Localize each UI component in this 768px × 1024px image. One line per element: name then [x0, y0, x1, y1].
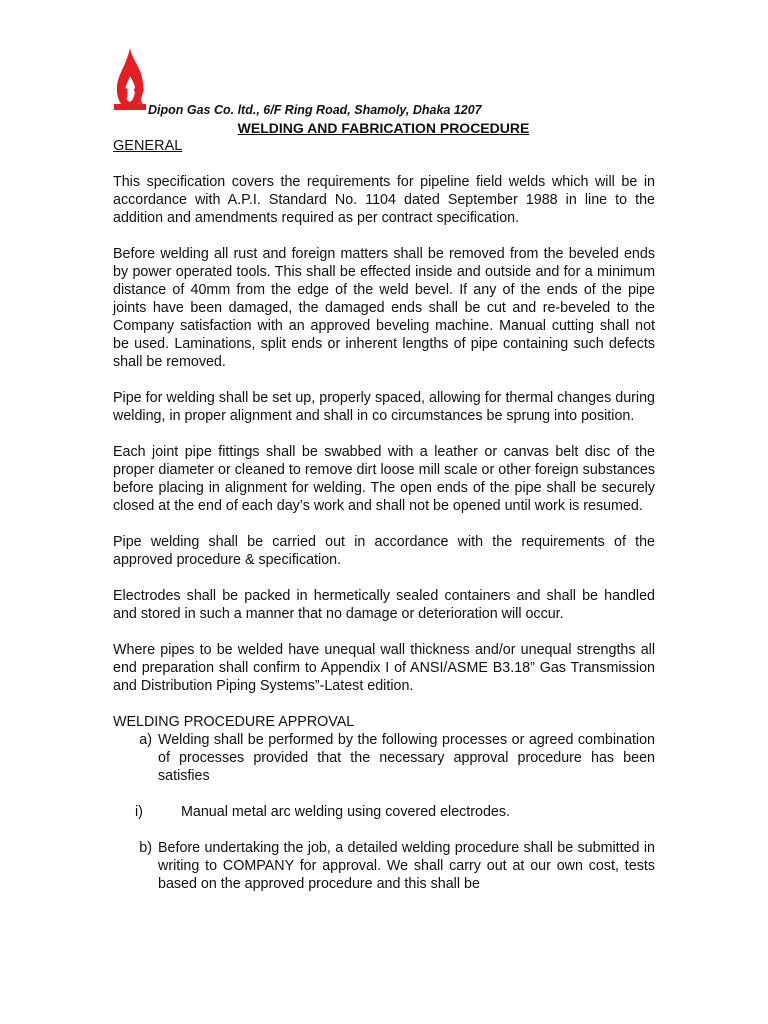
- paragraph: Pipe for welding shall be set up, properly spaced, allowing for thermal changes during welding, in proper alignment and shall in co circumstances be sprung into position.: [113, 390, 655, 424]
- paragraph: Where pipes to be welded have unequal wall thickness and/or unequal strengths all end preparation shall confirm to Appendix I of ANSI/ASME B3.18” Gas Transmission and Distribution Piping Systems”-Latest edition.: [113, 642, 655, 694]
- dipon-gas-flame-logo: [112, 46, 148, 112]
- list-item-text: Before undertaking the job, a detailed welding procedure shall be submitted in writing to COMPANY for approval. We shall carry out at our own cost, tests based on the approved procedure and this shall be: [158, 840, 655, 892]
- company-address-line: Dipon Gas Co. ltd., 6/F Ring Road, Shamoly, Dhaka 1207: [148, 103, 482, 117]
- section-heading-welding-procedure-approval: WELDING PROCEDURE APPROVAL: [113, 714, 355, 730]
- list-item: [113, 839, 655, 893]
- list-item: [113, 803, 655, 821]
- document-body: [113, 173, 655, 911]
- paragraph: Each joint pipe fittings shall be swabbed with a leather or canvas belt disc of the proper diameter or cleaned to remove dirt loose mill scale or other foreign substances before placing in alignment for welding. The open ends of the pipe shall be securely closed at the end of each day’s work and shall not be opened until work is resumed.: [113, 444, 655, 514]
- paragraph: Pipe welding shall be carried out in accordance with the requirements of the approved procedure & specification.: [113, 534, 655, 568]
- paragraph: Electrodes shall be packed in hermetically sealed containers and shall be handled and stored in such a manner that no damage or deterioration will occur.: [113, 588, 655, 622]
- list-item: [113, 731, 655, 785]
- list-item-text: Manual metal arc welding using covered electrodes.: [181, 804, 511, 820]
- paragraph: This specification covers the requirements for pipeline field welds which will be in accordance with A.P.I. Standard No. 1104 dated September 1988 in line to the addition and amendments required as per contract specification.: [113, 174, 655, 226]
- document-title: WELDING AND FABRICATION PROCEDURE: [237, 120, 530, 136]
- list-marker: a): [139, 732, 152, 748]
- paragraph: Before welding all rust and foreign matters shall be removed from the beveled ends by power operated tools. This shall be effected inside and outside and for a minimum distance of 40mm from the edge of the weld bevel. If any of the ends of the pipe joints have been damaged, the damaged ends shall be cut and re-beveled to the Company satisfaction with an approved beveling machine. Manual cutting shall not be used. Laminations, split ends or inherent lengths of pipe containing such defects shall be removed.: [113, 246, 655, 370]
- list-marker: b): [139, 840, 152, 856]
- list-item-text: Welding shall be performed by the following processes or agreed combination of processes provided that the necessary approval procedure has been satisfies: [158, 732, 655, 784]
- section-heading-general: GENERAL: [113, 138, 183, 154]
- list-marker: i): [135, 804, 143, 820]
